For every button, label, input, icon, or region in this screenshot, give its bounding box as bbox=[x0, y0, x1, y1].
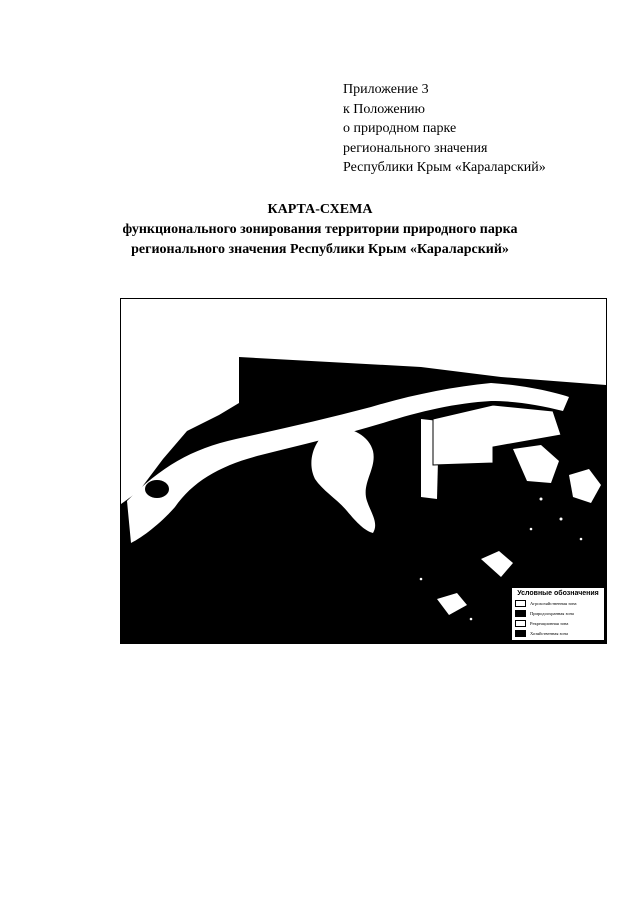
appendix-line: к Положению bbox=[343, 101, 426, 117]
legend-title: Условные обозначения bbox=[517, 590, 599, 597]
heading-title: КАРТА-СХЕМА bbox=[267, 202, 373, 217]
legend-swatch bbox=[515, 610, 526, 617]
legend-label: Природоохранная зона bbox=[530, 610, 574, 616]
legend-label: Рекреационная зона bbox=[530, 620, 569, 626]
legend-item bbox=[512, 618, 604, 628]
document-heading bbox=[0, 200, 640, 260]
map-speckle bbox=[530, 528, 533, 531]
appendix-block bbox=[343, 80, 546, 178]
map-speckle bbox=[560, 518, 563, 521]
map-speckle bbox=[580, 538, 583, 541]
appendix-line: Республики Крым «Караларский» bbox=[343, 160, 546, 175]
appendix-line: о природном парке bbox=[343, 121, 457, 136]
legend-swatch bbox=[515, 600, 526, 607]
legend-item bbox=[512, 628, 604, 638]
map-island bbox=[145, 480, 169, 498]
map-speckle bbox=[190, 473, 192, 475]
map-speckle bbox=[216, 468, 218, 470]
legend-item bbox=[512, 598, 604, 608]
map-speckle bbox=[420, 578, 423, 581]
legend-item bbox=[512, 608, 604, 618]
legend-label: Агрохозяйственная зона bbox=[530, 600, 577, 606]
map-speckle bbox=[470, 618, 473, 621]
appendix-line: Приложение 3 bbox=[343, 82, 429, 97]
zoning-map bbox=[120, 298, 607, 644]
heading-subtitle-line-1: функционального зонирования территории природного парка bbox=[122, 222, 518, 237]
legend-swatch bbox=[515, 630, 526, 637]
heading-subtitle-line-2: регионального значения Республики Крым «Караларский» bbox=[131, 242, 509, 257]
appendix-line: регионального значения bbox=[343, 140, 488, 156]
map-legend bbox=[511, 587, 605, 641]
legend-swatch bbox=[515, 620, 526, 627]
map-speckle bbox=[540, 498, 543, 501]
legend-label: Хозяйственная зона bbox=[530, 630, 568, 636]
